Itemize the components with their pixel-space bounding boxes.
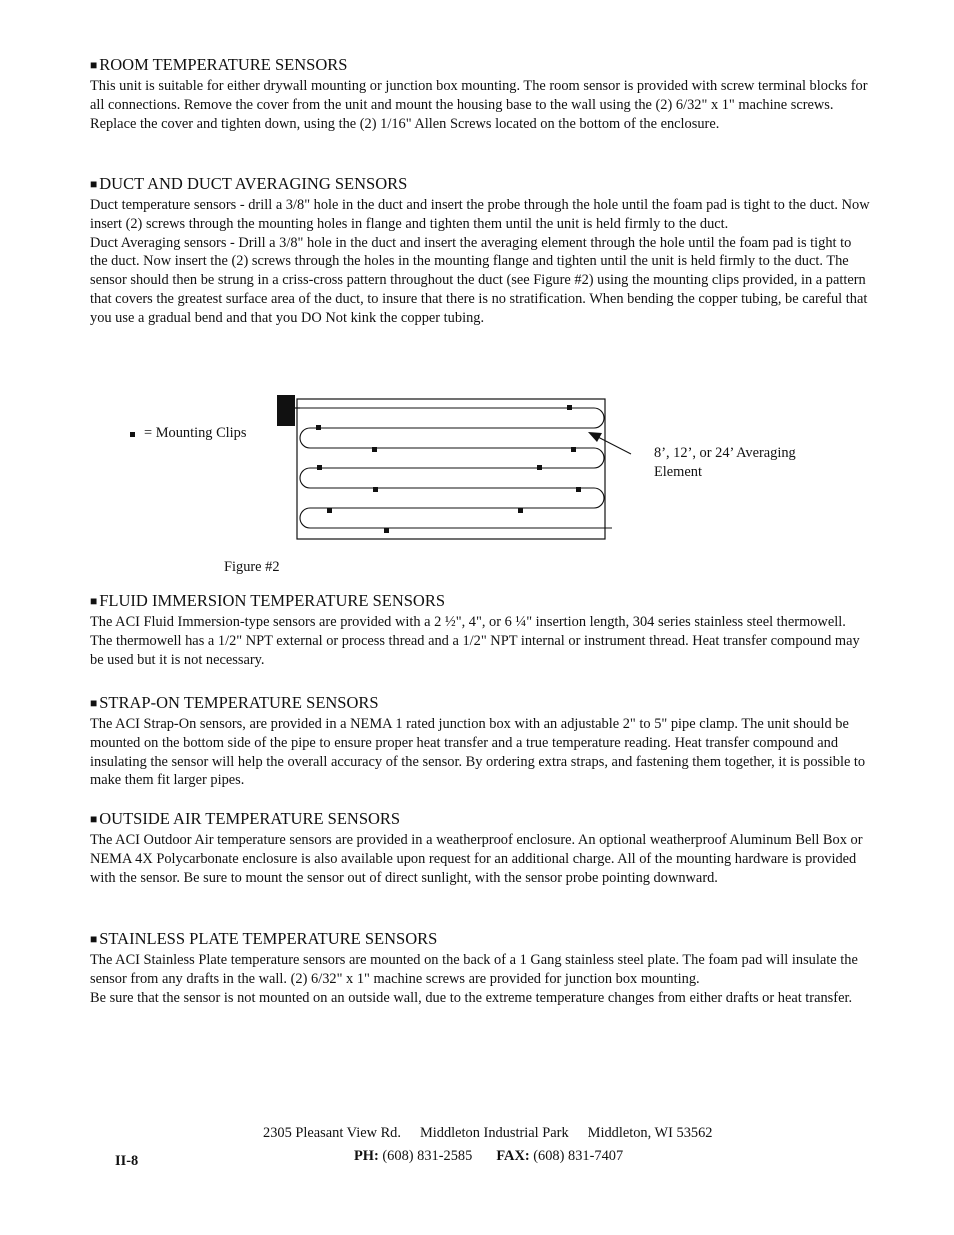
- phone-number: (608) 831-2585: [382, 1148, 473, 1164]
- section-paragraph: The ACI Stainless Plate temperature sensors are mounted on the back of a 1 Gang stainless steel plate. The foam pad will insulate the sensor from any drafts in the wall. (2) 6/32" x 1" machine screws are provided for junction box mounting.: [90, 952, 858, 987]
- legend-clip-icon: [130, 432, 135, 437]
- section-title: OUTSIDE AIR TEMPERATURE SENSORS: [99, 809, 401, 828]
- section-outside-air-sensors: [90, 809, 870, 887]
- section-paragraph: Duct Averaging sensors - Drill a 3/8" hole in the duct and insert the averaging element through the hole until the foam pad is tight to the duct. Now insert the (2) screws through the holes in the mounting flange and tighten until the unit is held firmly to the duct. The sensor should then be strung in a criss-cross pattern throughout the duct (see Figure #2) using the mounting clips provided, in a pattern that covers the greatest surface area of the duct, to insure that there is no stratification. When bending the copper tubing, be careful that you use a gradual bend and that you DO Not kink the copper tubing.: [90, 234, 868, 326]
- address-street: 2305 Pleasant View Rd.: [263, 1125, 401, 1141]
- section-heading: [90, 693, 870, 714]
- duct-outline: [297, 399, 605, 539]
- section-heading: [90, 591, 870, 612]
- page-number: II-8: [115, 1153, 139, 1169]
- section-fluid-immersion-sensors: [90, 591, 870, 669]
- section-title: STAINLESS PLATE TEMPERATURE SENSORS: [99, 929, 438, 948]
- section-paragraph: The ACI Fluid Immersion-type sensors are provided with a 2 ½", 4", or 6 ¼" insertion length, 304 series stainless steel thermowell. The thermowell has a 1/2" NPT external or process thread and a 1/2" NPT internal or instrument thread. Heat transfer compound may be used but it is not necessary.: [90, 614, 860, 668]
- square-bullet-icon: ■: [90, 812, 98, 826]
- section-paragraph: The ACI Strap-On sensors, are provided in a NEMA 1 rated junction box with an adjustable 2" to 5" pipe clamp. The unit should be mounted on the bottom side of the pipe to ensure proper heat transfer and a true temperature reading. Heat transfer compound and insulating the sensor will help the overall accuracy of the sensor. By ordering extra straps, and fastening them together, it is possible to make them fit larger pipes.: [90, 716, 866, 789]
- section-heading: [90, 55, 870, 76]
- section-title: FLUID IMMERSION TEMPERATURE SENSORS: [99, 591, 446, 610]
- mounting-clip: [384, 528, 389, 533]
- fax-number: (608) 831-7407: [533, 1148, 624, 1164]
- section-paragraph: Duct temperature sensors - drill a 3/8" hole in the duct and insert the probe through the hole until the foam pad is tight to the duct. Now insert (2) screws through the mounting holes in flange and tighten them until the unit is held firmly to the duct.: [90, 197, 870, 232]
- mounting-clip: [576, 487, 581, 492]
- section-title: DUCT AND DUCT AVERAGING SENSORS: [99, 174, 408, 193]
- figure-caption: Figure #2: [224, 559, 280, 575]
- section-strap-on-sensors: [90, 693, 870, 790]
- mounting-clip: [567, 405, 572, 410]
- square-bullet-icon: ■: [90, 177, 98, 191]
- sensor-housing: [277, 395, 295, 426]
- square-bullet-icon: ■: [90, 58, 98, 72]
- mounting-clip: [372, 447, 377, 452]
- mounting-clip: [518, 508, 523, 513]
- phone-label: PH:: [354, 1148, 379, 1164]
- mounting-clip: [537, 465, 542, 470]
- mounting-clip: [316, 425, 321, 430]
- square-bullet-icon: ■: [90, 594, 98, 608]
- square-bullet-icon: ■: [90, 932, 98, 946]
- mounting-clip: [571, 447, 576, 452]
- mounting-clip: [317, 465, 322, 470]
- mounting-clip: [327, 508, 332, 513]
- mounting-clips: [316, 405, 581, 533]
- address-park: Middleton Industrial Park: [419, 1125, 569, 1141]
- section-title: STRAP-ON TEMPERATURE SENSORS: [99, 693, 379, 712]
- footer-contact: [354, 1146, 623, 1166]
- callout-leader-line: [596, 436, 631, 454]
- address-city: Middleton, WI 53562: [587, 1125, 713, 1141]
- averaging-element-tubing: [300, 408, 605, 528]
- section-paragraph: This unit is suitable for either drywall mounting or junction box mounting. The room sensor is provided with screw terminal blocks for all connections. Remove the cover from the unit and mount the housing base to the wall using the (2) 6/32" x 1" machine screws. Replace the cover and tighten down, using the (2) 1/16" Allen Screws located on the bottom of the enclosure.: [90, 78, 868, 132]
- arrow-head-icon: [588, 432, 602, 442]
- mounting-clip: [373, 487, 378, 492]
- footer-address: [263, 1123, 713, 1143]
- section-paragraph: Be sure that the sensor is not mounted on an outside wall, due to the extreme temperature changes from either drafts or heat transfer.: [90, 989, 853, 1006]
- section-heading: [90, 929, 870, 950]
- section-room-temperature-sensors: [90, 55, 870, 133]
- square-bullet-icon: ■: [90, 696, 98, 710]
- element-label-line2: Element: [654, 464, 702, 480]
- section-title: ROOM TEMPERATURE SENSORS: [99, 55, 348, 74]
- legend-label: = Mounting Clips: [144, 425, 247, 441]
- section-paragraph: The ACI Outdoor Air temperature sensors are provided in a weatherproof enclosure. An optional weatherproof Aluminum Bell Box or NEMA 4X Polycarbonate enclosure is also available upon request for an additional charge. All of the mounting hardware is provided with the sensor. Be sure to mount the sensor out of direct sunlight, with the sensor probe pointing downward.: [90, 832, 863, 886]
- fax-label: FAX:: [496, 1148, 530, 1164]
- section-heading: [90, 809, 870, 830]
- section-heading: [90, 174, 870, 195]
- section-duct-averaging-sensors: [90, 174, 870, 328]
- element-label-line1: 8’, 12’, or 24’ Averaging: [654, 445, 796, 461]
- section-stainless-plate-sensors: [90, 929, 870, 1007]
